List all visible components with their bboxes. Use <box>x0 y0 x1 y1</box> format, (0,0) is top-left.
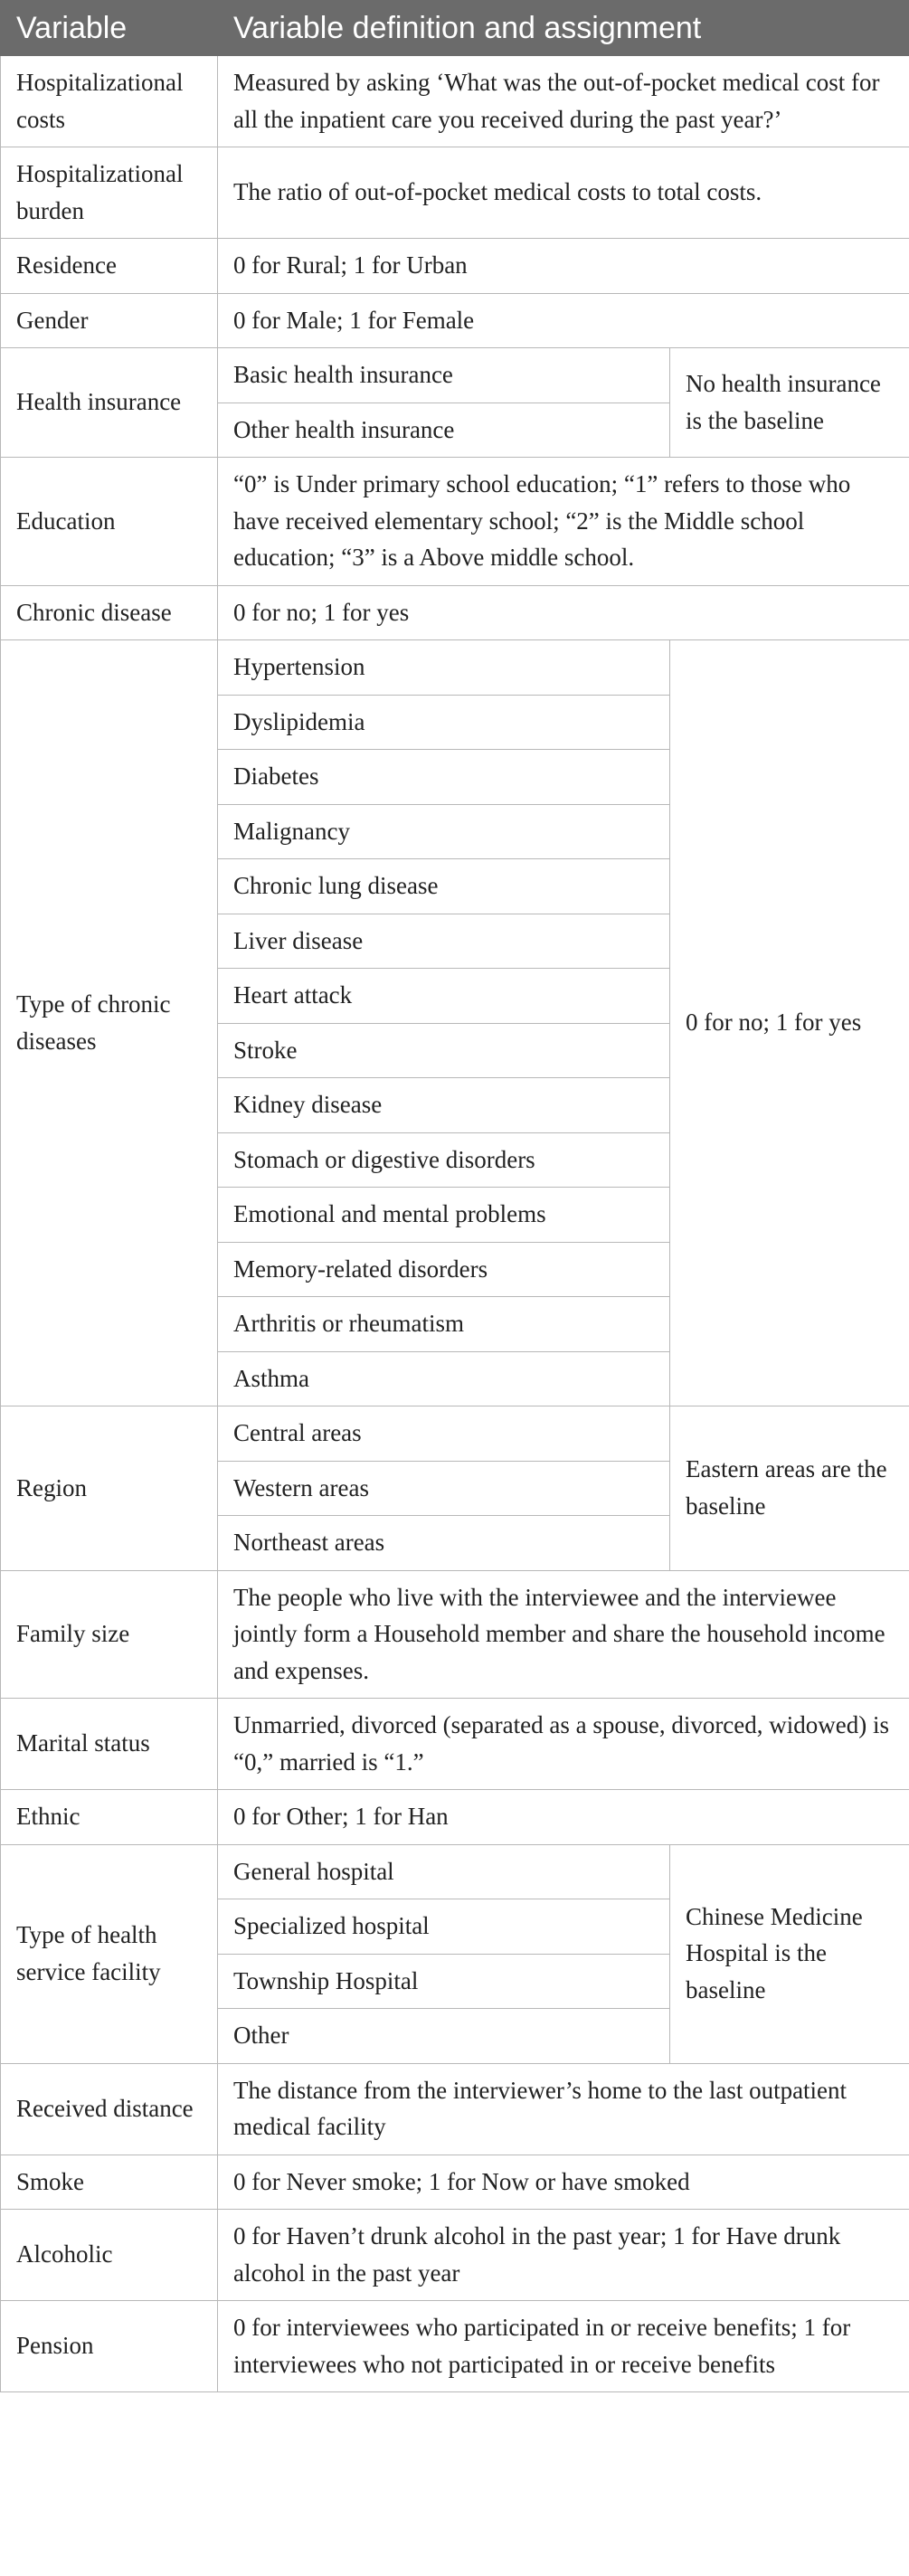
category-item: Chronic lung disease <box>218 859 670 914</box>
variable-definition: The people who live with the interviewee and the interviewee jointly form a Household member and share the household income and expenses. <box>218 1570 909 1699</box>
variable-label: Residence <box>1 239 218 294</box>
table-row <box>1 2210 909 2301</box>
table-row <box>1 2301 909 2392</box>
table-row <box>1 239 909 294</box>
category-item: Stomach or digestive disorders <box>218 1132 670 1188</box>
variable-label: Smoke <box>1 2155 218 2210</box>
variable-label: Alcoholic <box>1 2210 218 2301</box>
baseline-note: No health insurance is the baseline <box>670 348 909 458</box>
variable-label: Gender <box>1 293 218 348</box>
header-variable: Variable <box>1 1 218 56</box>
category-item: Emotional and mental problems <box>218 1188 670 1243</box>
header-definition: Variable definition and assignment <box>218 1 909 56</box>
category-item: Diabetes <box>218 750 670 805</box>
category-item: Liver disease <box>218 914 670 969</box>
table-row <box>1 585 909 640</box>
table-body <box>1 56 909 2392</box>
variable-definition: Unmarried, divorced (separated as a spouse, divorced, widowed) is “0,” married is “1.” <box>218 1699 909 1790</box>
table-row <box>1 640 909 696</box>
variable-label: Marital status <box>1 1699 218 1790</box>
category-item: Northeast areas <box>218 1516 670 1571</box>
table-row <box>1 293 909 348</box>
variable-definition: The ratio of out-of-pocket medical costs to total costs. <box>218 147 909 239</box>
variable-label: Pension <box>1 2301 218 2392</box>
category-item: Western areas <box>218 1461 670 1516</box>
table-row <box>1 1844 909 1899</box>
table-row <box>1 1406 909 1462</box>
variable-label: Chronic disease <box>1 585 218 640</box>
category-item: Basic health insurance <box>218 348 670 403</box>
variable-label: Ethnic <box>1 1790 218 1845</box>
table-row <box>1 1570 909 1699</box>
category-item: Kidney disease <box>218 1078 670 1133</box>
table-row <box>1 348 909 403</box>
table-row <box>1 2155 909 2210</box>
variable-label: Hospitalizational costs <box>1 56 218 147</box>
variable-definition: 0 for no; 1 for yes <box>218 585 909 640</box>
variable-definition: Measured by asking ‘What was the out-of-pocket medical cost for all the inpatient care you received during the past year?’ <box>218 56 909 147</box>
header-row <box>1 1 909 56</box>
table-row <box>1 458 909 586</box>
variable-definition: 0 for interviewees who participated in or receive benefits; 1 for interviewees who not participated in or receive benefits <box>218 2301 909 2392</box>
category-item: Memory-related disorders <box>218 1242 670 1297</box>
category-item: Asthma <box>218 1351 670 1406</box>
table-row <box>1 56 909 147</box>
category-item: Other health insurance <box>218 402 670 458</box>
category-item: Stroke <box>218 1023 670 1078</box>
variable-label: Region <box>1 1406 218 1571</box>
category-item: Hypertension <box>218 640 670 696</box>
variable-definition: 0 for Never smoke; 1 for Now or have smoked <box>218 2155 909 2210</box>
table-header <box>1 1 909 56</box>
category-item: Central areas <box>218 1406 670 1462</box>
table-row <box>1 2063 909 2155</box>
category-item: Other <box>218 2009 670 2064</box>
baseline-note: 0 for no; 1 for yes <box>670 640 909 1406</box>
category-item: Specialized hospital <box>218 1899 670 1955</box>
variable-label: Family size <box>1 1570 218 1699</box>
variable-label: Received distance <box>1 2063 218 2155</box>
table-row <box>1 1790 909 1845</box>
category-item: Arthritis or rheumatism <box>218 1297 670 1352</box>
variable-label: Education <box>1 458 218 586</box>
category-item: Malignancy <box>218 804 670 859</box>
table-row <box>1 1699 909 1790</box>
baseline-note: Eastern areas are the baseline <box>670 1406 909 1571</box>
variable-definition: 0 for Rural; 1 for Urban <box>218 239 909 294</box>
variable-label: Hospitalizational burden <box>1 147 218 239</box>
category-item: Heart attack <box>218 969 670 1024</box>
variable-label: Health insurance <box>1 348 218 458</box>
baseline-note: Chinese Medicine Hospital is the baseline <box>670 1844 909 2063</box>
variable-label: Type of chronic diseases <box>1 640 218 1406</box>
category-item: Township Hospital <box>218 1954 670 2009</box>
variable-label: Type of health service facility <box>1 1844 218 2063</box>
category-item: General hospital <box>218 1844 670 1899</box>
variable-definition: 0 for Other; 1 for Han <box>218 1790 909 1845</box>
variable-definition: The distance from the interviewer’s home to the last outpatient medical facility <box>218 2063 909 2155</box>
variable-definition: 0 for Haven’t drunk alcohol in the past year; 1 for Have drunk alcohol in the past year <box>218 2210 909 2301</box>
table-row <box>1 147 909 239</box>
variable-definition: “0” is Under primary school education; “1” refers to those who have received elementary school; “2” is the Middle school education; “3” is a Above middle school. <box>218 458 909 586</box>
category-item: Dyslipidemia <box>218 695 670 750</box>
variable-definition: 0 for Male; 1 for Female <box>218 293 909 348</box>
